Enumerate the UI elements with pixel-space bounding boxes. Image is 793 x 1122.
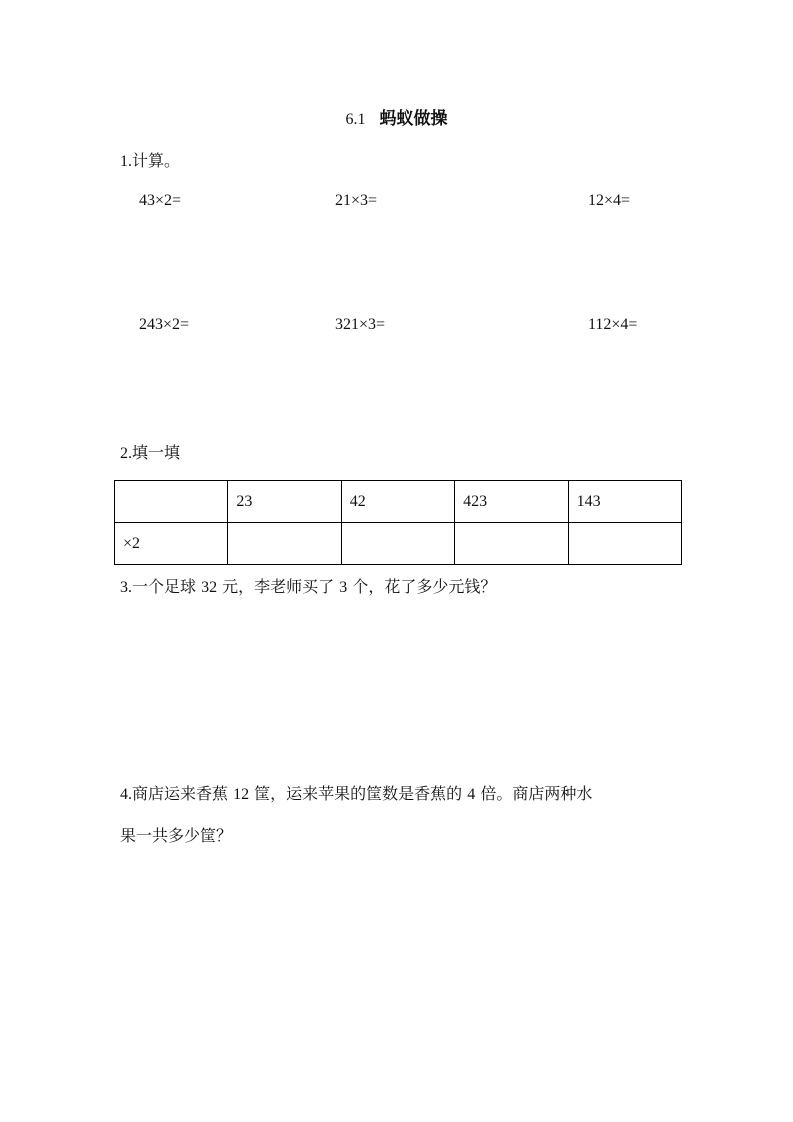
table-cell: 143 [568,481,681,523]
question-text: 个，花了多少元钱？ [347,577,497,596]
fill-table [114,480,682,565]
calc-item: 112×4= [588,316,638,333]
question-4-line1 [120,773,592,816]
table-cell: 23 [228,481,341,523]
question-number: 3. [120,579,132,596]
table-cell: 42 [341,481,454,523]
section2-title: 填一填 [132,443,181,462]
section2-heading [120,440,180,463]
question-4-line2: 果一共多少筐？ [120,826,233,845]
section1-number: 1. [120,153,132,170]
question-text: 商店运来香蕉 [132,784,234,803]
calc-item: 21×3= [335,192,378,209]
calc-item: 243×2= [139,316,190,333]
calc-item: 321×3= [335,316,386,333]
question-text: 元，李老师买了 [217,577,340,596]
question-text: 一个足球 [132,577,202,596]
question-number: 4. [120,786,132,803]
table-cell: ×2 [115,523,228,565]
lesson-number: 6.1 [345,111,366,128]
question-3 [120,566,496,609]
section1-title: 计算。 [132,151,181,170]
section1-heading [120,148,180,171]
question-number-value: 3 [339,579,348,596]
question-number-value: 32 [201,579,218,596]
answer-cell[interactable] [568,523,681,565]
calc-item: 43×2= [139,192,182,209]
question-number-value: 4 [467,786,476,803]
question-number-value: 12 [233,786,250,803]
page-title [0,104,793,129]
lesson-name: 蚂蚁做操 [379,109,448,129]
table-row [115,523,682,565]
answer-cell[interactable] [455,523,568,565]
answer-cell[interactable] [228,523,341,565]
table-cell: 423 [455,481,568,523]
question-text: 筐，运来苹果的筐数是香蕉的 [249,784,468,803]
section2-number: 2. [120,445,132,462]
answer-cell[interactable] [341,523,454,565]
table-cell [115,481,228,523]
question-text: 倍。商店两种水 [475,784,593,803]
calc-item: 12×4= [588,192,631,209]
table-header-row [115,481,682,523]
